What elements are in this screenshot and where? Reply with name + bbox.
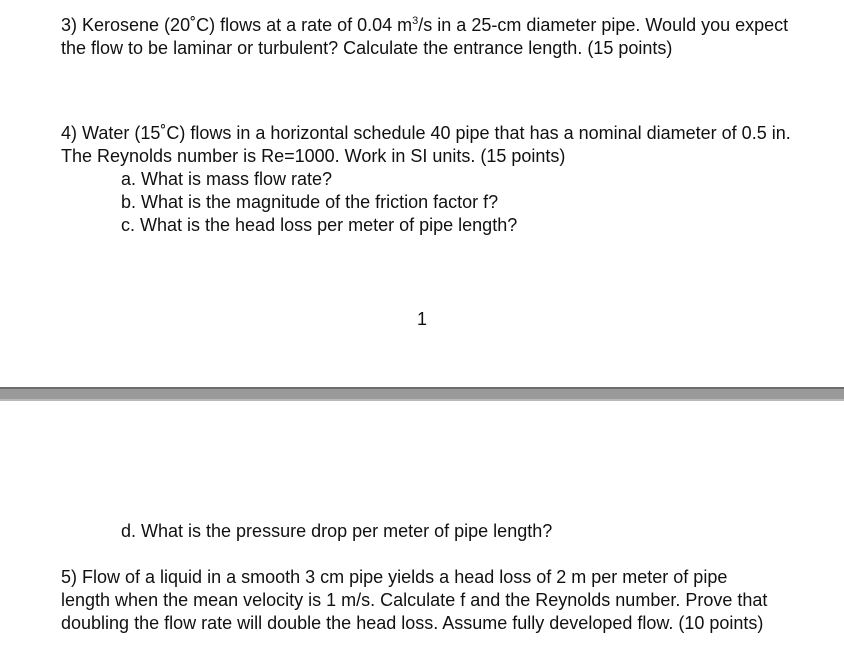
cubic-superscript: 3: [412, 15, 419, 27]
problem-4-item-a: a. What is mass flow rate?: [121, 169, 333, 189]
problem-3-text-after: /s in a 25-cm diameter pipe. Would you expect the flow to be laminar or turbulent? Calculate the entrance length. (15 points): [61, 15, 789, 58]
problem-4-item-b: b. What is the magnitude of the friction factor f?: [121, 192, 499, 212]
problem-3-text-before: 3) Kerosene (20˚C) flows at a rate of 0.04 m: [61, 15, 413, 35]
problem-4-item-c: c. What is the head loss per meter of pipe length?: [121, 215, 518, 235]
problem-5-text: 5) Flow of a liquid in a smooth 3 cm pipe yields a head loss of 2 m per meter of pipe length when the mean velocity is 1 m/s. Calculate f and the Reynolds number. Prove that doubling the flow rate will double the head loss. Assume fully developed flow. (10 points): [61, 567, 768, 633]
page-number: 1: [416, 309, 427, 329]
problem-5: [61, 566, 781, 635]
problem-3-text: [61, 14, 791, 60]
problem-4: [61, 122, 791, 237]
document-page-2: [0, 401, 844, 661]
problem-4-subquestions: [121, 168, 791, 237]
problem-4-item-d: d. What is the pressure drop per meter of pipe length?: [121, 521, 553, 541]
problem-4-text: 4) Water (15˚C) flows in a horizontal schedule 40 pipe that has a nominal diameter of 0.5 in. The Reynolds number is Re=1000. Work in SI units. (15 points): [61, 123, 791, 166]
page-separator: [0, 387, 844, 401]
problem-3: [61, 14, 791, 60]
